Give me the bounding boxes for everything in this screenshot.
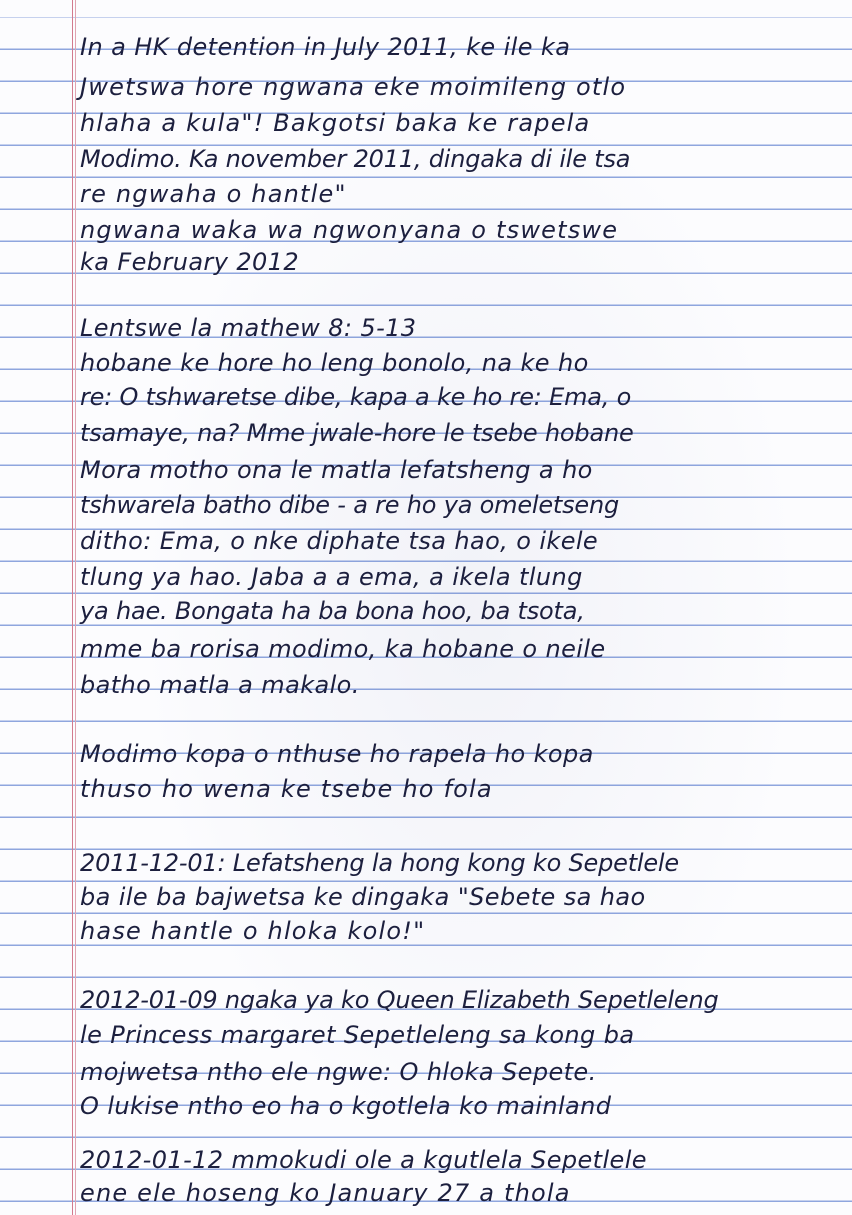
text-line: Lentswe la mathew 8: 5-13: [80, 314, 417, 342]
text-line: ngwana waka wa ngwonyana o tswetswe: [80, 216, 619, 244]
text-line: re ngwaha o hantle": [80, 180, 347, 208]
text-line: re: O tshwaretse dibe, kapa a ke ho re: Ema, o: [80, 383, 632, 411]
margin-line: [72, 0, 73, 1215]
text-line: ba ile ba bajwetsa ke dingaka "Sebete sa hao: [80, 883, 646, 911]
text-line: In a HK detention in July 2011, ke ile ka: [80, 33, 571, 61]
text-line: ditho: Ema, o nke diphate tsa hao, o ikele: [80, 527, 599, 555]
text-line: 2011-12-01: Lefatsheng la hong kong ko Sepetlele: [80, 849, 679, 877]
text-line: mojwetsa ntho ele ngwe: O hloka Sepete.: [80, 1058, 597, 1086]
text-line: Modimo. Ka november 2011, dingaka di ile tsa: [80, 145, 631, 173]
text-line: Modimo kopa o nthuse ho rapela ho kopa: [80, 740, 594, 768]
text-line: 2012-01-12 mmokudi ole a kgutlela Sepetlele: [80, 1146, 647, 1174]
margin-line-secondary: [75, 0, 76, 1215]
text-line: thuso ho wena ke tsebe ho fola: [80, 775, 493, 803]
text-line: 2012-01-09 ngaka ya ko Queen Elizabeth Sepetleleng: [80, 986, 719, 1014]
text-line: le Princess margaret Sepetleleng sa kong ba: [80, 1021, 635, 1049]
text-line: tsamaye, na? Mme jwale-hore le tsebe hobane: [80, 419, 634, 447]
text-line: O lukise ntho eo ha o kgotlela ko mainland: [80, 1092, 612, 1120]
text-line: Jwetswa hore ngwana eke moimileng otlo: [80, 73, 627, 101]
text-line: hobane ke hore ho leng bonolo, na ke ho: [80, 349, 589, 377]
text-line: mme ba rorisa modimo, ka hobane o neile: [80, 635, 606, 663]
text-line: tshwarela batho dibe - a re ho ya omeletseng: [80, 491, 620, 519]
text-line: hase hantle o hloka kolo!": [80, 917, 426, 945]
text-line: Mora motho ona le matla lefatsheng a ho: [80, 456, 593, 484]
text-line: ene ele hoseng ko January 27 a thola: [80, 1179, 571, 1207]
text-line: tlung ya hao. Jaba a a ema, a ikela tlung: [80, 563, 583, 591]
text-line: ya hae. Bongata ha ba bona hoo, ba tsota,: [80, 597, 585, 625]
text-line: batho matla a makalo.: [80, 671, 360, 699]
text-line: hlaha a kula"! Bakgotsi baka ke rapela: [80, 109, 591, 137]
text-line: ka February 2012: [80, 248, 300, 276]
